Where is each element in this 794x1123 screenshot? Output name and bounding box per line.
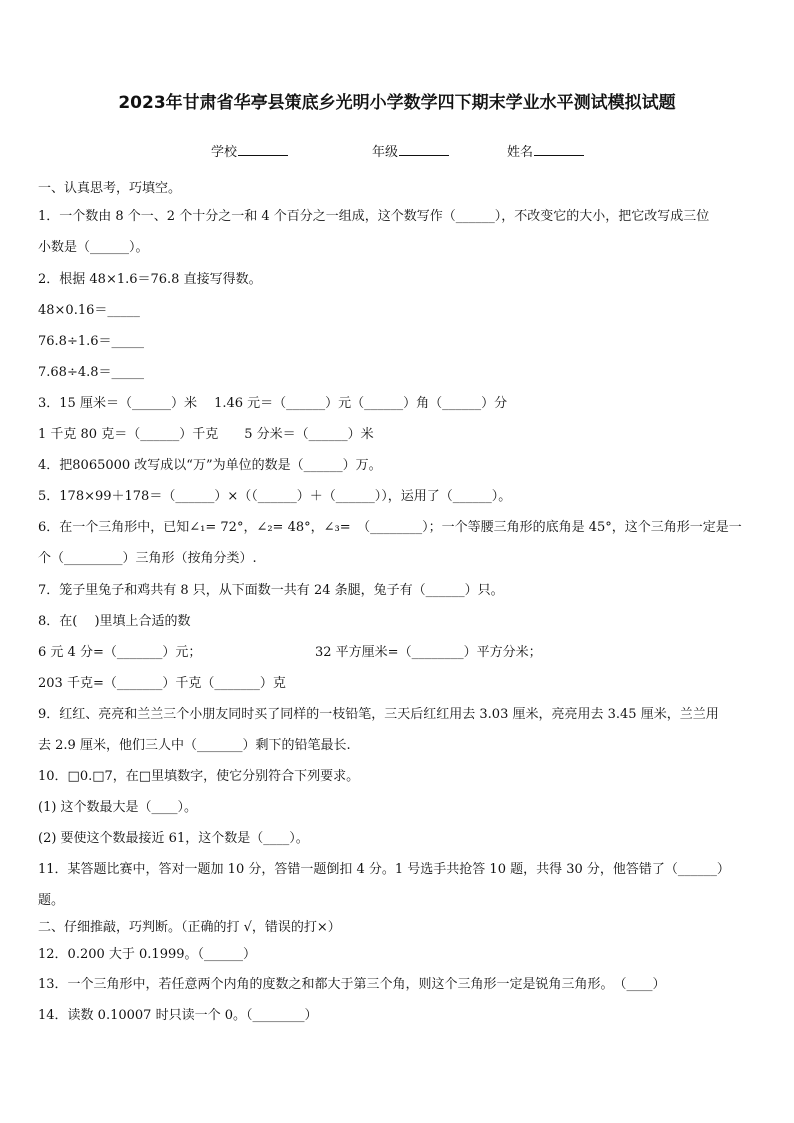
question-4: 4．把8065000 改写成以“万”为单位的数是（______）万。	[38, 458, 382, 473]
question-3-line-2: 1 千克 80 克＝（______）千克 5 分米＝（______）米	[38, 427, 374, 442]
question-9-line-1: 9．红红、亮亮和兰兰三个小朋友同时买了同样的一枝铅笔，三天后红红用去 3.03 厘米，亮亮用去 3.45 厘米，兰兰用	[38, 707, 719, 722]
question-11-line-1: 11．某答题比赛中，答对一题加 10 分，答错一题倒扣 4 分。1 号选手共抢答 10 题，共得 30 分，他答错了（______）	[38, 862, 730, 877]
question-10-part-1: (1) 这个数最大是（____）。	[38, 800, 198, 815]
question-1-line-1: 1．一个数由 8 个一、2 个十分之一和 4 个百分之一组成，这个数写作（______），不改变它的大小，把它改写成三位	[38, 209, 710, 224]
question-12: 12．0.200 大于 0.1999。（______）	[38, 947, 257, 962]
question-1-line-2: 小数是（______）。	[38, 240, 149, 255]
question-2: 2．根据 48×1.6＝76.8 直接写得数。	[38, 272, 262, 287]
name-blank	[534, 145, 584, 156]
name-label: 姓名	[507, 145, 534, 160]
question-10-part-2: (2) 要使这个数最接近 61，这个数是（____）。	[38, 831, 309, 846]
school-blank	[238, 145, 288, 156]
question-8-row-1-right: 32 平方厘米=（________）平方分米；	[315, 645, 542, 660]
school-label: 学校	[211, 145, 238, 160]
question-5: 5．178×99＋178＝（______）×（（______）＋（______）），运用了（______）。	[38, 489, 512, 504]
question-8-row-2: 203 千克=（_______）千克（_______）克	[38, 676, 286, 691]
grade-label: 年级	[372, 145, 399, 160]
school-field	[211, 141, 288, 160]
question-13: 13．一个三角形中，若任意两个内角的度数之和都大于第三个角，则这个三角形一定是锐角三角形。 （____）	[38, 977, 666, 992]
question-6-line-1: 6．在一个三角形中，已知∠₁= 72°，∠₂= 48°，∠₃= （________）；一个等腰三角形的底角是 45°，这个三角形一定是一	[38, 520, 742, 535]
question-8: 8．在( )里填上合适的数	[38, 614, 191, 629]
section-2-heading: 二、仔细推敲，巧判断。（正确的打 √，错误的打×）	[38, 920, 341, 935]
section-1-heading: 一、认真思考，巧填空。	[38, 181, 182, 196]
question-11-line-2: 题。	[38, 893, 65, 908]
question-9-line-2: 去 2.9 厘米，他们三人中（_______）剩下的铅笔最长.	[38, 738, 351, 753]
question-7: 7．笼子里兔子和鸡共有 8 只，从下面数一共有 24 条腿，兔子有（______）只。	[38, 583, 504, 598]
question-3-line-1: 3．15 厘米＝（______）米 1.46 元＝（______）元（______）角（______）分	[38, 396, 508, 411]
question-14: 14．读数 0.10007 时只读一个 0。（________）	[38, 1008, 318, 1023]
question-10: 10．□0.□7，在□里填数字，使它分别符合下列要求。	[38, 769, 360, 784]
question-2-item-3: 7.68÷4.8＝_____	[38, 365, 145, 380]
question-6-line-2: 个（_________）三角形（按角分类）.	[38, 551, 257, 566]
question-8-row-1-left: 6 元 4 分=（_______）元；	[38, 645, 202, 660]
page-title: 2023年甘肃省华亭县策底乡光明小学数学四下期末学业水平测试模拟试题	[118, 93, 676, 113]
name-field	[507, 141, 584, 160]
grade-field	[372, 141, 449, 160]
question-2-item-1: 48×0.16＝_____	[38, 303, 140, 318]
question-2-item-2: 76.8÷1.6＝_____	[38, 334, 145, 349]
grade-blank	[399, 145, 449, 156]
